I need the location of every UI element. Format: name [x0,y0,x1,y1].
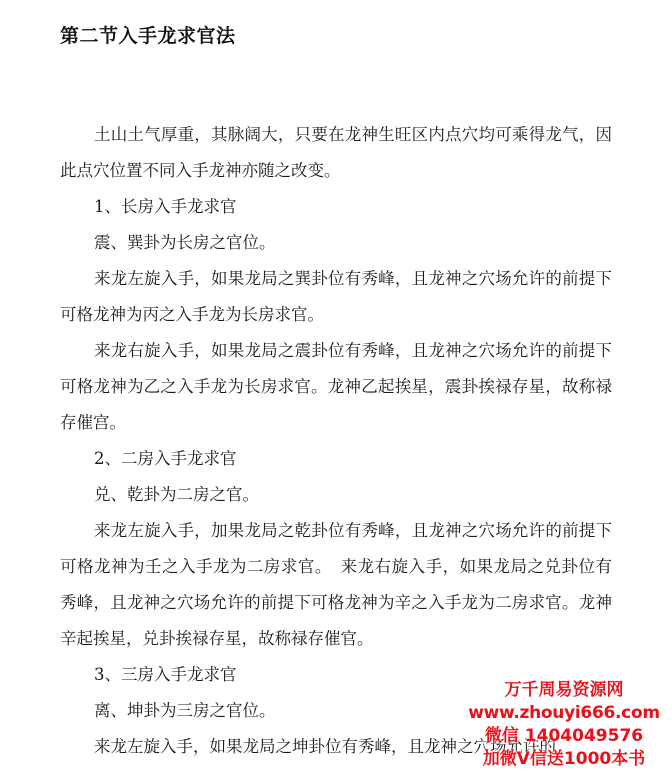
paragraph-second-office: 兑、乾卦为二房之官。 [94,485,259,504]
paragraph-intro: 土山土气厚重，其脉阔大，只要在龙神生旺区内点穴均可乘得龙气，因此点穴位置不同入手龙神亦随之改变。 [60,125,612,180]
paragraph-eldest-office: 震、巽卦为长房之官位。 [94,233,276,252]
document-body [60,117,612,765]
subheading-third-branch: 3、三房入手龙求官 [94,665,237,684]
subheading-second-branch: 2、二房入手龙求官 [94,449,237,468]
paragraph-eldest-right: 来龙右旋入手，如果龙局之震卦位有秀峰，且龙神之穴场允许的前提下可格龙神为乙之入手龙为长房求官。龙神乙起挨星，震卦挨禄存星，故称禄存催宫。 [60,341,612,432]
paragraph-third-left: 来龙左旋入手，如果龙局之坤卦位有秀峰，且龙神之穴场允许的 [94,737,556,756]
watermark-wechat: 微信 1404049576 [484,726,644,746]
watermark-site-name: 万千周易资源网 [504,680,624,700]
subheading-eldest-branch: 1、长房入手龙求官 [94,197,237,216]
watermark-url: www.zhouyi666.com [468,703,660,723]
watermark-offer: 加微V信送1000本书 [482,749,646,769]
paragraph-second-rules: 来龙左旋入手，加果龙局之乾卦位有秀峰，且龙神之穴场允许的前提下可格龙神为壬之入手龙为二房求官。 来龙右旋入手，如果龙局之兑卦位有秀峰，且龙神之穴场允许的前提下可格龙神为辛之入手龙为二房求官。龙神辛起挨星，兑卦挨禄存星，故称禄存催官。 [60,521,612,648]
section-title: 第二节入手龙求官法 [60,25,236,47]
watermark-overlay [464,679,664,771]
paragraph-third-office: 离、坤卦为三房之官位。 [94,701,276,720]
paragraph-eldest-left: 来龙左旋入手，如果龙局之巽卦位有秀峰，且龙神之穴场允许的前提下可格龙神为丙之入手龙为长房求官。 [60,269,612,324]
